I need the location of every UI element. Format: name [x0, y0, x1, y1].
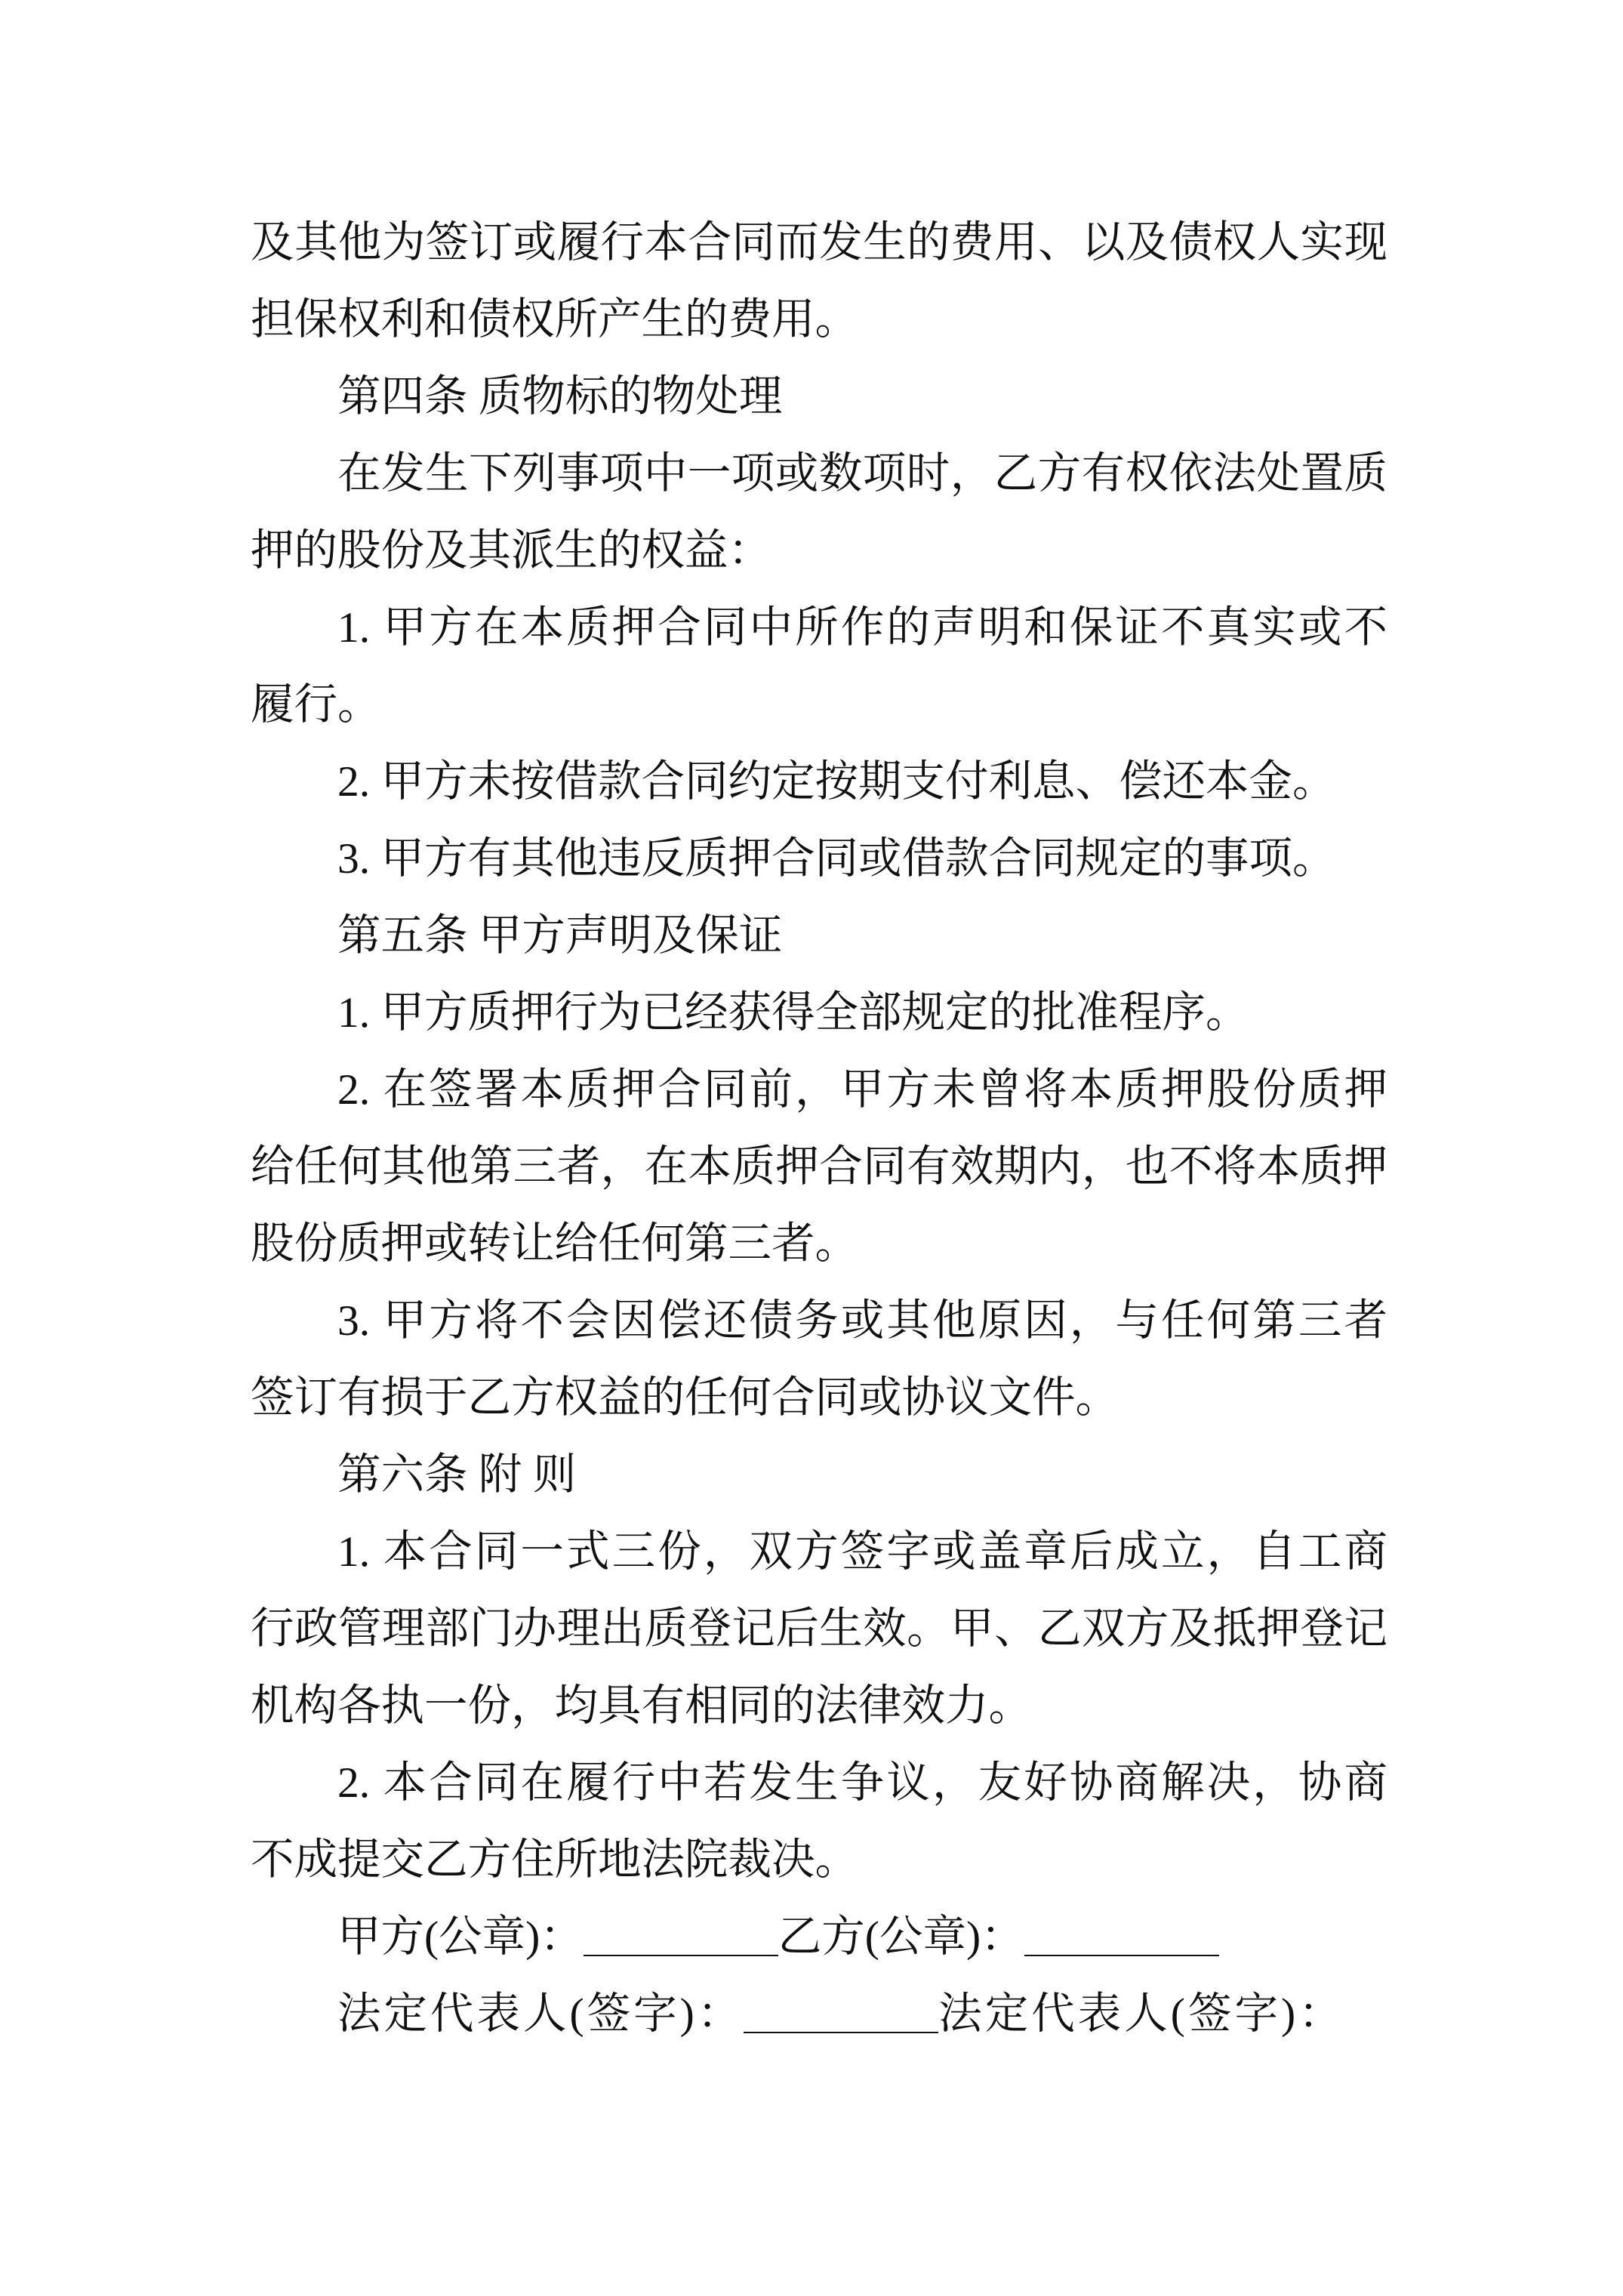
- article-6-item-2-line: 不成提交乙方住所地法院裁决。: [251, 1836, 858, 1884]
- party-a-representative-label: 法定代表人(签字)：: [337, 1990, 744, 2038]
- article-4-item-1-line: 履行。: [251, 681, 381, 729]
- continuation-line: 担保权利和债权所产生的费用。: [251, 296, 858, 344]
- article-5-item-3-line: 签订有损于乙方权益的任何合同或协议文件。: [251, 1374, 1119, 1422]
- article-6-item-1-line: 行政管理部门办理出质登记后生效。甲、乙双方及抵押登记: [251, 1605, 1387, 1653]
- party-b-representative-label: 法定代表人(签字)：: [938, 1990, 1345, 2038]
- signature-seal-line: [251, 1899, 1387, 1976]
- article-6-item-2-line: 2. 本合同在履行中若发生争议，友好协商解决，协商: [337, 1759, 1387, 1807]
- article-5-item-3-line: 3. 甲方将不会因偿还债务或其他原因，与任何第三者: [337, 1297, 1387, 1345]
- article-4-item-1-line: 1. 甲方在本质押合同中所作的声明和保证不真实或不: [337, 604, 1387, 652]
- article-4-item-2-line: 2. 甲方未按借款合同约定按期支付利息、偿还本金。: [337, 758, 1336, 806]
- article-5-item-2-line: 2. 在签署本质押合同前，甲方未曾将本质押股份质押: [337, 1066, 1387, 1114]
- party-a-seal-label: 甲方(公章)：: [337, 1913, 584, 1961]
- article-6-item-1-line: 1. 本合同一式三份，双方签字或盖章后成立，自工商: [337, 1528, 1387, 1576]
- article-4-intro-line: 押的股份及其派生的权益：: [251, 527, 771, 575]
- party-a-representative-blank: [744, 1992, 938, 2033]
- article-6-heading: 第六条 附 则: [337, 1451, 577, 1499]
- article-4-heading: 第四条 质物标的物处理: [337, 373, 783, 421]
- party-b-seal-label: 乙方(公章)：: [778, 1913, 1024, 1961]
- article-4-item-3-line: 3. 甲方有其他违反质押合同或借款合同规定的事项。: [337, 835, 1336, 883]
- article-5-item-2-line: 股份质押或转让给任何第三者。: [251, 1220, 858, 1268]
- article-5-item-1-line: 1. 甲方质押行为已经获得全部规定的批准程序。: [337, 989, 1249, 1037]
- document-body: [251, 205, 1387, 2053]
- article-4-intro-line: 在发生下列事项中一项或数项时，乙方有权依法处置质: [337, 450, 1387, 498]
- signature-representative-line: [251, 1976, 1387, 2053]
- article-5-heading: 第五条 甲方声明及保证: [337, 912, 783, 960]
- party-a-seal-blank: [584, 1915, 778, 1956]
- article-5-item-2-line: 给任何其他第三者，在本质押合同有效期内，也不将本质押: [251, 1143, 1387, 1191]
- party-b-seal-blank: [1024, 1915, 1219, 1956]
- article-6-item-1-line: 机构各执一份，均具有相同的法律效力。: [251, 1682, 1032, 1730]
- continuation-line: 及其他为签订或履行本合同而发生的费用、以及债权人实现: [251, 219, 1387, 267]
